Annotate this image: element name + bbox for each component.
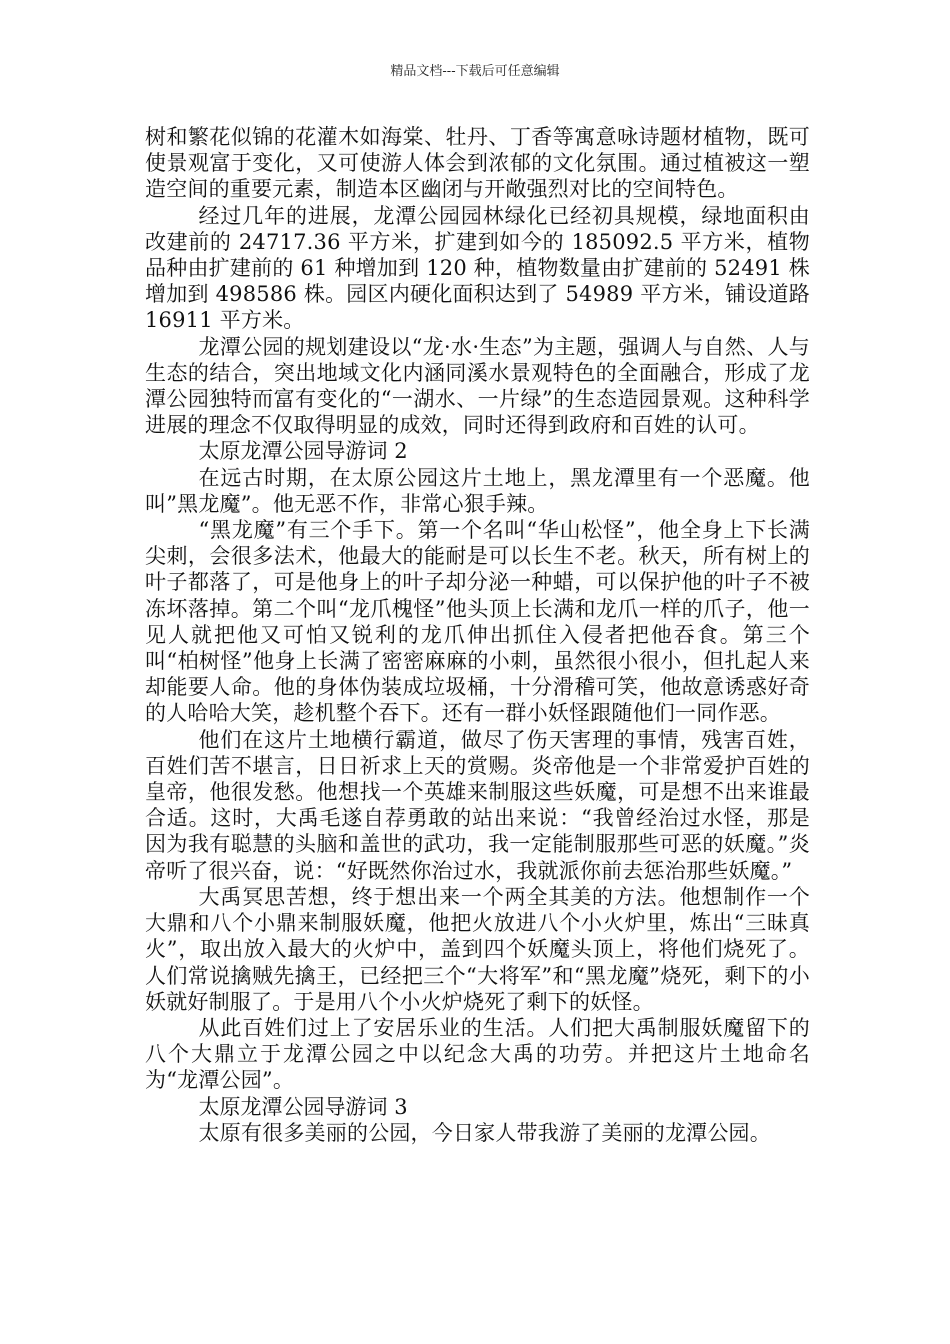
paragraph-planning-theme: 龙潭公园的规划建设以“龙·水·生态”为主题，强调人与自然、人与生态的结合，突出地域文化内涵同溪水景观特色的全面融合，形成了龙潭公园独特而富有变化的“一湖水、一片绿”的生态造园景观。这种科学进展的理念不仅取得明显的成效，同时还得到政府和百姓的认可。 bbox=[145, 334, 810, 438]
paragraph-dayu-volunteers: 他们在这片土地横行霸道，做尽了伤天害理的事情，残害百姓，百姓们苦不堪言，日日祈求上天的赏赐。炎帝他是一个非常爱护百姓的皇帝，他很发愁。他想找一个英雄来制服这些妖魔，可是想不出来谁最合适。这时，大禹毛遂自荐勇敢的站出来说：“我曾经治过水怪，那是因为我有聪慧的头脑和盖世的武功，我一定能制服那些可恶的妖魔。”炎帝听了很兴奋，说：“好既然你治过水，我就派你前去惩治那些妖魔。” bbox=[145, 727, 810, 883]
paragraph-visit-longtan: 太原有很多美丽的公园，今日家人带我游了美丽的龙潭公园。 bbox=[198, 1120, 771, 1145]
document-body bbox=[145, 124, 810, 1146]
paragraph-three-minions: “黑龙魔”有三个手下。第一个名叫“华山松怪”，他全身上下长满尖刺，会很多法术，他最大的能耐是可以长生不老。秋天，所有树上的叶子都落了，可是他身上的叶子却分泌一种蜡，可以保护他的叶子不被冻坏落掉。第二个叫“龙爪槐怪”他头顶上长满和龙爪一样的爪子，他一见人就把他又可怕又锐利的龙爪伸出抓住入侵者把他吞食。第三个叫“柏树怪”他身上长满了密密麻麻的小刺，虽然很小很小，但扎起人来却能要人命。他的身体伪装成垃圾桶，十分滑稽可笑，他故意诱惑好奇的人哈哈大笑，趁机整个吞下。还有一群小妖怪跟随他们一同作恶。 bbox=[145, 518, 810, 726]
paragraph-greening-progress: 经过几年的进展，龙潭公园园林绿化已经初具规模，绿地面积由改建前的 24717.36 平方米，扩建到如今的 185092.5 平方米，植物品种由扩建前的 61 种增加到 120 种，植物数量由扩建前的 52491 株增加到 498586 株。园区内硬化面积达到了 54989 平方米，铺设道路 16911 平方米。 bbox=[145, 203, 810, 333]
paragraph-dayu-defeats-demons: 大禹冥思苦想，终于想出来一个两全其美的方法。他想制作一个大鼎和八个小鼎来制服妖魔，他把火放进八个小火炉里，炼出“三昧真火”，取出放入最大的火炉中，盖到四个妖魔头顶上，将他们烧死了。人们常说擒贼先擒王，已经把三个“大将军”和“黑龙魔”烧死，剩下的小妖就好制服了。于是用八个小火炉烧死了剩下的妖怪。 bbox=[145, 884, 810, 1014]
section-heading-guide-3: 太原龙潭公园导游词 3 bbox=[198, 1094, 408, 1119]
paragraph-park-named: 从此百姓们过上了安居乐业的生活。人们把大禹制服妖魔留下的八个大鼎立于龙潭公园之中以纪念大禹的功劳。并把这片土地命名为“龙潭公园”。 bbox=[145, 1015, 810, 1093]
section-heading-guide-2: 太原龙潭公园导游词 2 bbox=[198, 439, 408, 464]
paragraph-plant-landscape: 树和繁花似锦的花灌木如海棠、牡丹、丁香等寓意咏诗题材植物，既可使景观富于变化，又可使游人体会到浓郁的文化氛围。通过植被这一塑造空间的重要元素，制造本区幽闭与开敞强烈对比的空间特色。 bbox=[145, 125, 810, 202]
page-header: 精品文档---下载后可任意编辑 bbox=[390, 64, 560, 79]
paragraph-black-dragon-demon: 在远古时期，在太原公园这片土地上，黑龙潭里有一个恶魔。他叫”黑龙魔”。他无恶不作，非常心狠手辣。 bbox=[145, 465, 810, 516]
